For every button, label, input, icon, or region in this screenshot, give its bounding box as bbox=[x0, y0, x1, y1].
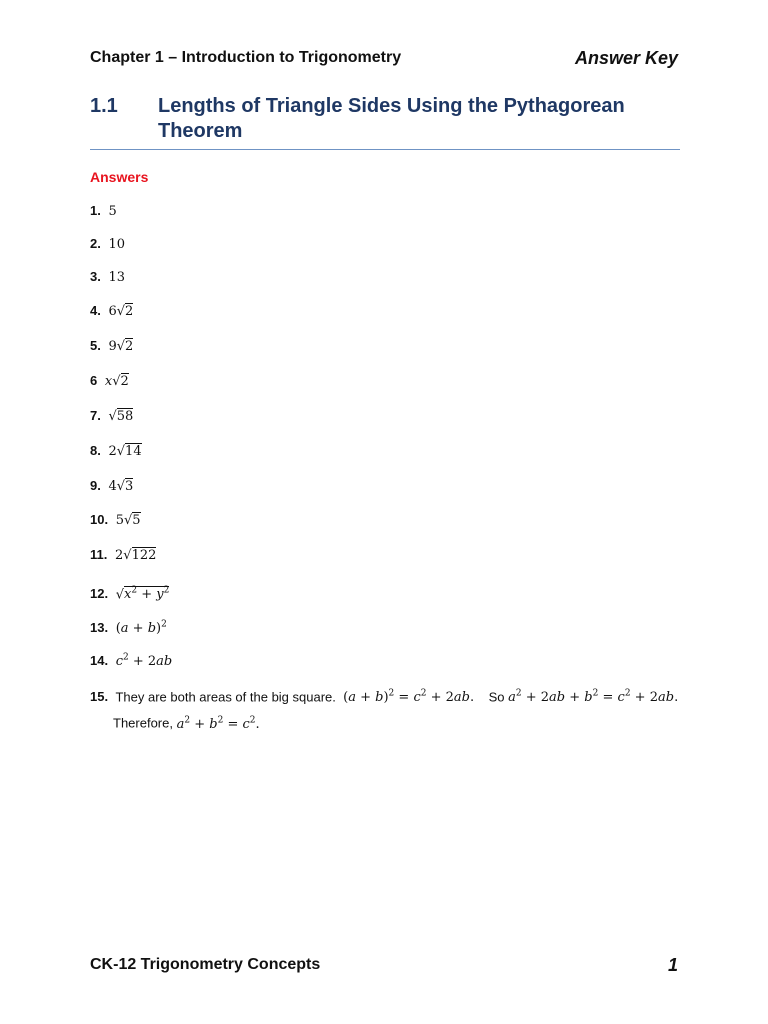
answer-item bbox=[90, 582, 170, 603]
footer-book-title: CK-12 Trigonometry Concepts bbox=[90, 956, 321, 973]
page-header bbox=[90, 49, 678, 73]
answer-number: 7. bbox=[90, 408, 101, 423]
answer-value: 10 bbox=[108, 237, 126, 252]
answer-item bbox=[90, 442, 142, 460]
heading-divider bbox=[90, 149, 680, 150]
answer-number: 4. bbox=[90, 303, 101, 318]
answer-15-line-2 bbox=[90, 709, 690, 735]
answer-item bbox=[90, 235, 125, 253]
answer-number: 3. bbox=[90, 269, 101, 284]
page-number: 1 bbox=[667, 955, 678, 975]
answer-number: 1. bbox=[90, 203, 101, 218]
answer-15-so: So bbox=[488, 689, 505, 705]
answers-label: Answers bbox=[90, 169, 149, 185]
answer-value: 6√2 bbox=[108, 304, 134, 319]
section-title: Lengths of Triangle Sides Using the Pythagorean Theorem bbox=[158, 95, 625, 142]
answer-value: √58 bbox=[108, 409, 134, 424]
answer-value: $c^2 + 2ab$ bbox=[115, 653, 173, 670]
section-number: 1.1 bbox=[90, 95, 118, 117]
answer-item bbox=[90, 202, 117, 220]
answer-item bbox=[90, 372, 129, 390]
answer-number: 10. bbox=[90, 512, 109, 527]
answer-number: 15. bbox=[90, 689, 109, 705]
answer-item bbox=[90, 407, 133, 425]
answer-number: 9. bbox=[90, 478, 101, 493]
answer-15-equation-3: $a^2 + b^2 = c^2$. bbox=[176, 715, 260, 732]
answer-15-text: They are both areas of the big square. bbox=[115, 689, 336, 705]
answer-item bbox=[90, 477, 133, 495]
answer-number: 11. bbox=[90, 547, 108, 562]
answer-key-label: Answer Key bbox=[574, 48, 678, 68]
answer-number: 14. bbox=[90, 653, 109, 669]
answer-number: 2. bbox=[90, 236, 101, 251]
chapter-title: Chapter 1 – Introduction to Trigonometry bbox=[90, 49, 402, 66]
answer-number: 12. bbox=[90, 586, 109, 602]
answer-value: 9√2 bbox=[108, 339, 134, 354]
answer-item bbox=[90, 511, 141, 529]
answer-number: 8. bbox=[90, 443, 101, 458]
answer-item bbox=[90, 546, 156, 564]
answer-value: 5√5 bbox=[115, 513, 141, 528]
answer-item bbox=[90, 649, 173, 670]
answer-number: 6 bbox=[90, 373, 98, 388]
answer-value: $√x^2 + y^2$ bbox=[115, 586, 170, 603]
page-footer bbox=[90, 956, 678, 980]
answer-15-therefore: Therefore, bbox=[113, 715, 173, 731]
answer-item-15 bbox=[90, 683, 690, 736]
answer-value: 2√122 bbox=[114, 548, 157, 563]
answer-item bbox=[90, 337, 133, 355]
answer-number: 5. bbox=[90, 338, 101, 353]
answer-item bbox=[90, 268, 125, 286]
answer-item bbox=[90, 616, 167, 637]
answer-value: x√2 bbox=[104, 374, 129, 389]
answer-value: 13 bbox=[108, 270, 126, 285]
answer-number: 13. bbox=[90, 620, 109, 636]
answer-value: 2√14 bbox=[108, 444, 142, 459]
answer-value: 4√3 bbox=[108, 479, 134, 494]
answer-15-equation-1: $(a + b)^2 = c^2 + 2ab$. bbox=[343, 689, 475, 706]
answer-value: $(a + b)^2$ bbox=[115, 620, 167, 637]
answer-15-equation-2: $a^2 + 2ab + b^2 = c^2 + 2ab$. bbox=[508, 689, 679, 706]
answer-value: 5 bbox=[108, 204, 117, 219]
answer-item bbox=[90, 302, 133, 320]
